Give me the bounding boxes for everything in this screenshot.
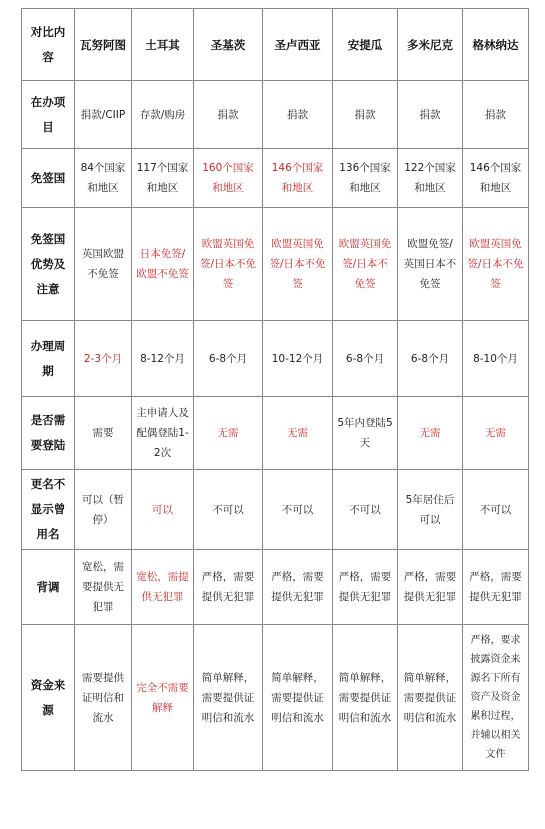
row-label: 资金来源 bbox=[22, 625, 75, 771]
table-cell: 5年居住后可以 bbox=[398, 470, 463, 550]
table-cell: 简单解释，需要提供证明信和流水 bbox=[333, 625, 398, 771]
table-cell: 简单解释，需要提供证明信和流水 bbox=[194, 625, 263, 771]
table-row bbox=[22, 81, 529, 149]
table-cell: 严格，要求披露资金来源名下所有资产及资金累积过程，并辅以相关文件 bbox=[463, 625, 529, 771]
table-cell: 需要 bbox=[75, 397, 132, 470]
table-cell: 5年内登陆5天 bbox=[333, 397, 398, 470]
header-country: 安提瓜 bbox=[333, 9, 398, 81]
table-cell: 宽松，需提供无犯罪 bbox=[132, 550, 194, 625]
row-label: 免签国 bbox=[22, 149, 75, 208]
table-row bbox=[22, 625, 529, 771]
table-cell: 捐款 bbox=[398, 81, 463, 149]
header-country: 格林纳达 bbox=[463, 9, 529, 81]
table-cell: 136个国家和地区 bbox=[333, 149, 398, 208]
header-country: 瓦努阿图 bbox=[75, 9, 132, 81]
row-label: 在办项目 bbox=[22, 81, 75, 149]
table-cell: 欧盟英国免签/日本不免签 bbox=[463, 208, 529, 321]
table-cell: 需要提供证明信和流水 bbox=[75, 625, 132, 771]
table-cell: 宽松，需要提供无犯罪 bbox=[75, 550, 132, 625]
table-cell: 捐款 bbox=[333, 81, 398, 149]
table-row bbox=[22, 208, 529, 321]
table-row bbox=[22, 470, 529, 550]
table-cell: 84个国家和地区 bbox=[75, 149, 132, 208]
table-cell: 6-8个月 bbox=[333, 321, 398, 397]
header-corner: 对比内容 bbox=[22, 9, 75, 81]
table-cell: 欧盟英国免签/日本不免签 bbox=[333, 208, 398, 321]
table-cell: 严格，需要提供无犯罪 bbox=[398, 550, 463, 625]
table-cell: 无需 bbox=[398, 397, 463, 470]
table-cell: 6-8个月 bbox=[398, 321, 463, 397]
header-row bbox=[22, 9, 529, 81]
table-cell: 不可以 bbox=[463, 470, 529, 550]
table-cell: 146个国家和地区 bbox=[463, 149, 529, 208]
table-row bbox=[22, 550, 529, 625]
table-cell: 122个国家和地区 bbox=[398, 149, 463, 208]
row-label: 更名不显示曾用名 bbox=[22, 470, 75, 550]
table-cell: 不可以 bbox=[333, 470, 398, 550]
table-cell: 欧盟免签/英国日本不免签 bbox=[398, 208, 463, 321]
table-cell: 简单解释，需要提供证明信和流水 bbox=[398, 625, 463, 771]
table-cell: 117个国家和地区 bbox=[132, 149, 194, 208]
table-cell: 不可以 bbox=[194, 470, 263, 550]
table-row bbox=[22, 321, 529, 397]
table-cell: 英国欧盟不免签 bbox=[75, 208, 132, 321]
table-cell: 不可以 bbox=[263, 470, 333, 550]
table-row bbox=[22, 397, 529, 470]
table-cell: 可以 bbox=[132, 470, 194, 550]
table-cell: 严格，需要提供无犯罪 bbox=[263, 550, 333, 625]
table-cell: 无需 bbox=[263, 397, 333, 470]
table-cell: 存款/购房 bbox=[132, 81, 194, 149]
table-cell: 捐款 bbox=[263, 81, 333, 149]
table-cell: 完全不需要解释 bbox=[132, 625, 194, 771]
table-cell: 欧盟英国免签/日本不免签 bbox=[194, 208, 263, 321]
table-cell: 可以（暂停） bbox=[75, 470, 132, 550]
table-cell: 2-3个月 bbox=[75, 321, 132, 397]
header-country: 圣基茨 bbox=[194, 9, 263, 81]
row-label: 办理周期 bbox=[22, 321, 75, 397]
table-cell: 捐款/CIIP bbox=[75, 81, 132, 149]
table-cell: 8-10个月 bbox=[463, 321, 529, 397]
table-cell: 捐款 bbox=[194, 81, 263, 149]
table-cell: 严格，需要提供无犯罪 bbox=[194, 550, 263, 625]
table-cell: 无需 bbox=[463, 397, 529, 470]
table-cell: 欧盟英国免签/日本不免签 bbox=[263, 208, 333, 321]
row-label: 是否需要登陆 bbox=[22, 397, 75, 470]
header-country: 土耳其 bbox=[132, 9, 194, 81]
table-cell: 日本免签/欧盟不免签 bbox=[132, 208, 194, 321]
header-country: 圣卢西亚 bbox=[263, 9, 333, 81]
table-cell: 严格，需要提供无犯罪 bbox=[333, 550, 398, 625]
row-label: 背调 bbox=[22, 550, 75, 625]
table-cell: 10-12个月 bbox=[263, 321, 333, 397]
table-cell: 严格，需要提供无犯罪 bbox=[463, 550, 529, 625]
table-cell: 6-8个月 bbox=[194, 321, 263, 397]
comparison-table bbox=[21, 8, 529, 771]
table-cell: 8-12个月 bbox=[132, 321, 194, 397]
header-country: 多米尼克 bbox=[398, 9, 463, 81]
row-label: 免签国优势及注意 bbox=[22, 208, 75, 321]
table-cell: 简单解释，需要提供证明信和流水 bbox=[263, 625, 333, 771]
table-cell: 捐款 bbox=[463, 81, 529, 149]
table-cell: 无需 bbox=[194, 397, 263, 470]
table-cell: 146个国家和地区 bbox=[263, 149, 333, 208]
table-row bbox=[22, 149, 529, 208]
table-cell: 160个国家和地区 bbox=[194, 149, 263, 208]
table-cell: 主申请人及配偶登陆1-2次 bbox=[132, 397, 194, 470]
